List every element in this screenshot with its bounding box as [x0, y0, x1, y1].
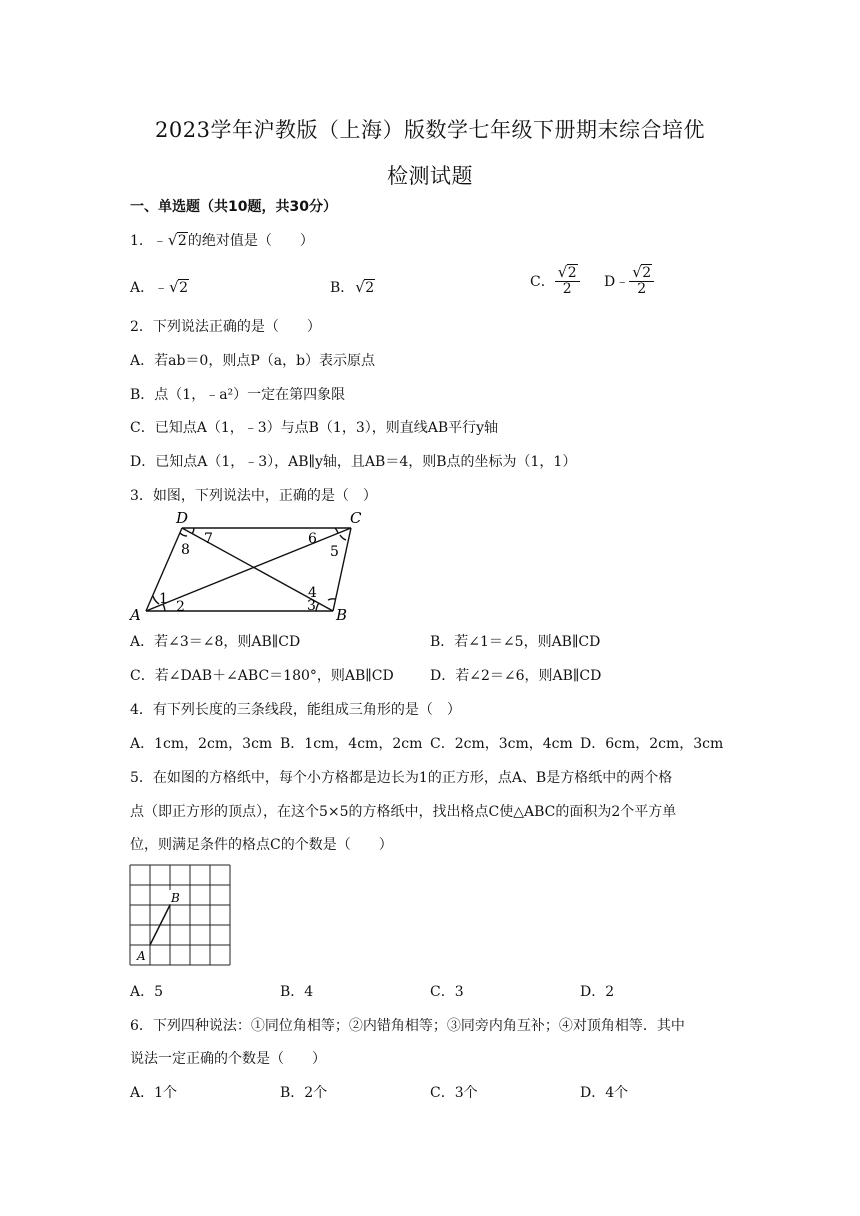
q5-option-d: D．2	[580, 984, 615, 1000]
angle-label-2: 2	[176, 599, 185, 615]
sqrt-symbol: √ 2	[168, 233, 188, 249]
q2-option-a: A．若ab＝0，则点P（a，b）表示原点	[130, 353, 376, 369]
q4-stem: 4．有下列长度的三条线段，能组成三角形的是（ ）	[130, 702, 461, 718]
q6-line-1: 6．下列四种说法：①同位角相等；②内错角相等；③同旁内角互补；④对顶角相等．其中	[130, 1018, 685, 1034]
grid-label-b: B	[171, 891, 180, 905]
q5-line-1: 5．在如图的方格纸中，每个小方格都是边长为1的正方形，点A、B是方格纸中的两个格	[130, 770, 673, 786]
q6-line-2: 说法一定正确的个数是（ ）	[130, 1051, 326, 1067]
q2-option-c: C．已知点A（1，﹣3）与点B（1，3），则直线AB平行y轴	[130, 420, 499, 436]
angle-label-6: 6	[308, 531, 317, 547]
q3-option-d: D．若∠2＝∠6，则AB∥CD	[430, 668, 602, 684]
label-a: A	[130, 606, 141, 624]
q3-option-a: A．若∠3＝∠8，则AB∥CD	[130, 634, 301, 650]
q6-option-a: A．1个	[130, 1085, 178, 1101]
angle-label-5: 5	[330, 544, 339, 560]
q4-option-a: A．1cm，2cm，3cm	[130, 736, 273, 752]
q5-option-a: A．5	[130, 984, 164, 1000]
q1-option-c: C． √ $\frac{2}{2}$	[530, 266, 580, 298]
title-line-2: 检测试题	[387, 164, 473, 188]
angle-label-1: 1	[159, 591, 168, 607]
grid-label-a: A	[137, 949, 146, 963]
q1-option-d: D﹣ √ $\frac{2}{2}$	[604, 266, 654, 298]
q4-option-b: B．1cm，4cm，2cm	[280, 736, 423, 752]
title-line-1: 2023学年沪教版（上海）版数学七年级下册期末综合培优	[155, 118, 705, 142]
section-heading: 一、单选题（共10题，共30分）	[130, 199, 337, 215]
q3-option-c: C．若∠DAB＋∠ABC＝180°，则AB∥CD	[130, 668, 394, 684]
q1-stem: 1．﹣√ 2的绝对值是（ ）	[130, 230, 314, 250]
q2-option-b: B．点（1，﹣a²）一定在第四象限	[130, 387, 346, 403]
q5-grid-figure	[129, 864, 231, 966]
label-b: B	[336, 606, 348, 624]
q3-parallelogram-figure	[126, 508, 376, 624]
q6-option-b: B．2个	[280, 1085, 328, 1101]
angle-label-4: 4	[308, 585, 317, 601]
q5-line-2: 点（即正方形的顶点），在这个5×5的方格纸中，找出格点C使△ABC的面积为2个平方单	[130, 804, 677, 820]
q4-option-d: D．6cm，2cm，3cm	[580, 736, 724, 752]
q5-line-3: 位，则满足条件的格点C的个数是（ ）	[130, 837, 393, 853]
q1-option-a: A．﹣√ 2	[130, 277, 189, 297]
q3-stem: 3．如图，下列说法中，正确的是（ ）	[130, 488, 377, 504]
q5-option-c: C．3	[430, 984, 464, 1000]
angle-label-3: 3	[307, 598, 316, 614]
q2-stem: 2．下列说法正确的是（ ）	[130, 319, 321, 335]
q6-option-c: C．3个	[430, 1085, 478, 1101]
label-d: D	[176, 509, 189, 527]
q1-option-b: B．√ 2	[330, 277, 375, 297]
q2-option-d: D．已知点A（1，﹣3），AB∥y轴，且AB＝4，则B点的坐标为（1，1）	[130, 454, 577, 470]
q3-option-b: B．若∠1＝∠5，则AB∥CD	[430, 634, 601, 650]
label-c: C	[350, 509, 362, 527]
q6-option-d: D．4个	[580, 1085, 629, 1101]
q5-option-b: B．4	[280, 984, 314, 1000]
angle-label-7: 7	[204, 531, 213, 547]
angle-label-8: 8	[181, 542, 190, 558]
q4-option-c: C．2cm，3cm，4cm	[430, 736, 573, 752]
